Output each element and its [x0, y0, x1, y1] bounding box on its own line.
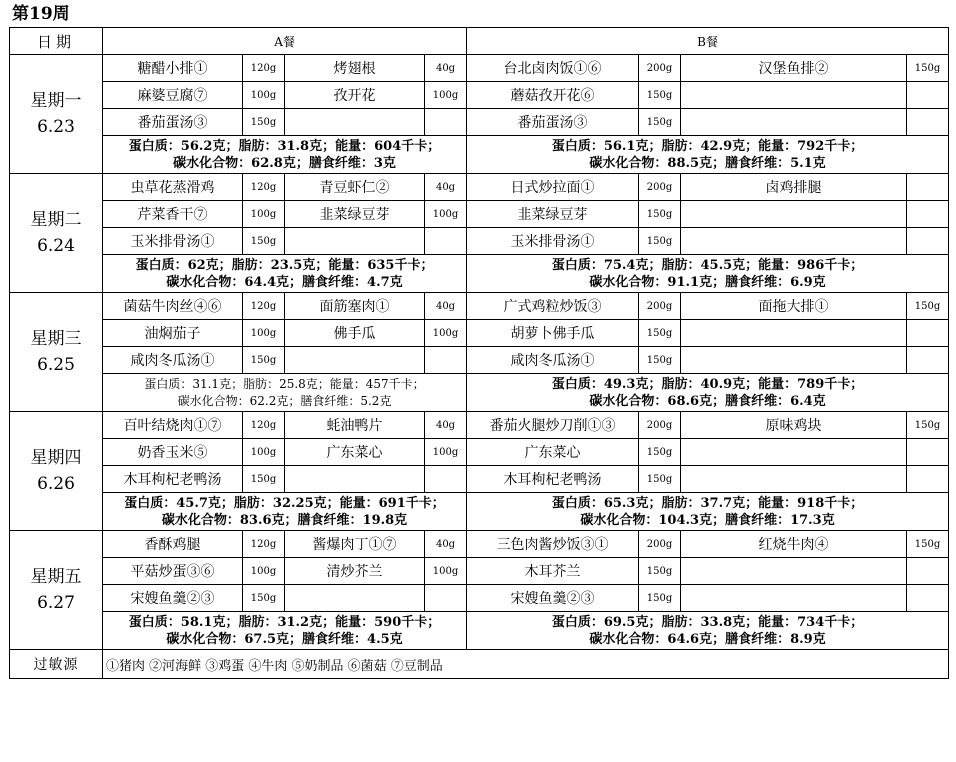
- dish-name: [681, 466, 907, 493]
- nutrition-line: 蛋白质：31.1克；脂肪：25.8克；能量：457千卡；: [144, 376, 425, 391]
- menu-item-row: [10, 293, 949, 320]
- menu-item-row: [10, 228, 949, 255]
- date-label: 6.27: [37, 593, 75, 613]
- nutrition-row: [10, 493, 949, 531]
- nutrition-b: [467, 612, 949, 650]
- dish-weight: 150g: [639, 228, 681, 255]
- dish-name: 油焖茄子: [103, 320, 243, 347]
- allergen-legend: ①猪肉 ②河海鲜 ③鸡蛋 ④牛肉 ⑤奶制品 ⑥菌菇 ⑦豆制品: [103, 650, 949, 679]
- dish-name: 咸肉冬瓜汤①: [467, 347, 639, 374]
- dish-name: [681, 439, 907, 466]
- dish-weight: 150g: [243, 109, 285, 136]
- week-title: 第19周: [12, 4, 70, 24]
- dish-name: 番茄火腿炒刀削①③: [467, 412, 639, 439]
- dish-weight: [425, 109, 467, 136]
- menu-item-row: [10, 82, 949, 109]
- dish-weight: [425, 347, 467, 374]
- dish-name: 广东菜心: [467, 439, 639, 466]
- dish-name: 木耳枸杞老鸭汤: [467, 466, 639, 493]
- menu-item-row: [10, 320, 949, 347]
- dish-name: [681, 320, 907, 347]
- dish-name: 芹菜香干⑦: [103, 201, 243, 228]
- nutrition-line: 碳水化合物：62.8克；膳食纤维：3克: [173, 155, 396, 171]
- dish-weight: 40g: [425, 412, 467, 439]
- allergen-row: [10, 650, 949, 679]
- menu-item-row: [10, 174, 949, 201]
- nutrition-line: 蛋白质：49.3克；脂肪：40.9克；能量：789千卡；: [551, 376, 864, 392]
- dish-weight: 100g: [243, 439, 285, 466]
- dish-weight: [907, 228, 949, 255]
- dish-name: [681, 82, 907, 109]
- dish-weight: 40g: [425, 174, 467, 201]
- nutrition-row: [10, 374, 949, 412]
- nutrition-a: [103, 255, 467, 293]
- dish-weight: 150g: [907, 55, 949, 82]
- dish-name: 佛手瓜: [285, 320, 425, 347]
- menu-item-row: [10, 201, 949, 228]
- nutrition-row: [10, 136, 949, 174]
- nutrition-line: 碳水化合物：88.5克；膳食纤维：5.1克: [589, 155, 826, 171]
- dish-weight: 120g: [243, 531, 285, 558]
- nutrition-line: 碳水化合物：62.2克；膳食纤维：5.2克: [177, 393, 392, 408]
- dish-weight: 150g: [639, 82, 681, 109]
- dish-name: 蘑菇孜开花⑥: [467, 82, 639, 109]
- dish-weight: 120g: [243, 55, 285, 82]
- nutrition-line: 蛋白质：69.5克；脂肪：33.8克；能量：734千卡；: [551, 614, 864, 630]
- dish-weight: 100g: [243, 320, 285, 347]
- dish-name: 咸肉冬瓜汤①: [103, 347, 243, 374]
- dish-weight: [907, 82, 949, 109]
- dish-weight: 100g: [243, 558, 285, 585]
- dish-name: [681, 201, 907, 228]
- dish-weight: 200g: [639, 412, 681, 439]
- dish-name: 台北卤肉饭①⑥: [467, 55, 639, 82]
- day-cell: [10, 412, 103, 531]
- dish-name: 番茄蛋汤③: [467, 109, 639, 136]
- dish-name: 韭菜绿豆芽: [285, 201, 425, 228]
- dish-weight: 100g: [425, 558, 467, 585]
- dish-name: 蚝油鸭片: [285, 412, 425, 439]
- dish-weight: [907, 439, 949, 466]
- dish-name: [681, 109, 907, 136]
- dish-weight: [907, 585, 949, 612]
- dish-weight: 100g: [425, 439, 467, 466]
- nutrition-row: [10, 612, 949, 650]
- dish-name: 麻婆豆腐⑦: [103, 82, 243, 109]
- dish-weight: [907, 558, 949, 585]
- nutrition-line: 碳水化合物：64.4克；膳食纤维：4.7克: [166, 274, 403, 290]
- dish-weight: [907, 109, 949, 136]
- dish-weight: 150g: [243, 228, 285, 255]
- dish-name: [285, 466, 425, 493]
- dish-name: [285, 109, 425, 136]
- nutrition-line: 碳水化合物：83.6克；膳食纤维：19.8克: [161, 512, 408, 528]
- dish-weight: 120g: [243, 174, 285, 201]
- dish-name: [285, 228, 425, 255]
- dish-name: 香酥鸡腿: [103, 531, 243, 558]
- nutrition-line: 蛋白质：58.1克；脂肪：31.2克；能量：590千卡；: [128, 614, 441, 630]
- dish-weight: [907, 201, 949, 228]
- dish-name: 玉米排骨汤①: [103, 228, 243, 255]
- nutrition-a: [103, 136, 467, 174]
- day-cell: [10, 174, 103, 293]
- dish-weight: 150g: [907, 293, 949, 320]
- menu-item-row: [10, 439, 949, 466]
- dish-weight: [907, 320, 949, 347]
- date-label: 6.24: [37, 236, 75, 256]
- date-label: 6.23: [37, 117, 75, 137]
- date-header: 日期: [10, 28, 103, 55]
- dish-name: 木耳枸杞老鸭汤: [103, 466, 243, 493]
- dish-name: 奶香玉米⑤: [103, 439, 243, 466]
- dish-name: 玉米排骨汤①: [467, 228, 639, 255]
- nutrition-line: 蛋白质：56.2克；脂肪：31.8克；能量：604千卡；: [128, 138, 441, 154]
- nutrition-row: [10, 255, 949, 293]
- dish-weight: 100g: [243, 82, 285, 109]
- dish-weight: 200g: [639, 531, 681, 558]
- dish-name: 清炒芥兰: [285, 558, 425, 585]
- nutrition-line: 蛋白质：45.7克；脂肪：32.25克；能量：691千卡；: [124, 495, 445, 511]
- dish-weight: 200g: [639, 55, 681, 82]
- day-cell: [10, 293, 103, 412]
- dish-weight: [425, 585, 467, 612]
- dish-weight: [907, 347, 949, 374]
- dish-weight: 150g: [639, 439, 681, 466]
- menu-item-row: [10, 55, 949, 82]
- nutrition-a: [103, 612, 467, 650]
- dish-name: 胡萝卜佛手瓜: [467, 320, 639, 347]
- dish-weight: 100g: [425, 201, 467, 228]
- dish-weight: 150g: [243, 347, 285, 374]
- nutrition-a: [103, 374, 467, 412]
- dish-name: 孜开花: [285, 82, 425, 109]
- dish-name: 日式炒拉面①: [467, 174, 639, 201]
- dish-weight: 150g: [639, 558, 681, 585]
- dish-weight: 150g: [639, 585, 681, 612]
- header-row: [10, 28, 949, 55]
- meal-a-header: A餐: [103, 28, 467, 55]
- dish-weight: 150g: [639, 109, 681, 136]
- dish-name: [681, 347, 907, 374]
- dish-weight: 40g: [425, 293, 467, 320]
- dish-weight: 100g: [425, 82, 467, 109]
- dish-name: 汉堡鱼排②: [681, 55, 907, 82]
- dish-weight: 150g: [639, 320, 681, 347]
- nutrition-line: 碳水化合物：104.3克；膳食纤维：17.3克: [580, 512, 835, 528]
- dish-name: 宋嫂鱼羹②③: [103, 585, 243, 612]
- dish-name: 面筋塞肉①: [285, 293, 425, 320]
- dish-name: [681, 558, 907, 585]
- date-label: 6.25: [37, 355, 75, 375]
- menu-item-row: [10, 347, 949, 374]
- dish-name: 面拖大排①: [681, 293, 907, 320]
- dish-weight: 150g: [243, 466, 285, 493]
- dish-name: [681, 228, 907, 255]
- weekday-label: 星期四: [30, 448, 82, 468]
- dish-name: 百叶结烧肉①⑦: [103, 412, 243, 439]
- menu-item-row: [10, 531, 949, 558]
- nutrition-line: 碳水化合物：91.1克；膳食纤维：6.9克: [589, 274, 826, 290]
- dish-name: 广东菜心: [285, 439, 425, 466]
- nutrition-b: [467, 136, 949, 174]
- dish-name: 虫草花蒸滑鸡: [103, 174, 243, 201]
- dish-name: [285, 585, 425, 612]
- menu-item-row: [10, 558, 949, 585]
- weekday-label: 星期一: [30, 91, 82, 111]
- dish-name: 糖醋小排①: [103, 55, 243, 82]
- meal-b-header: B餐: [467, 28, 949, 55]
- dish-name: 平菇炒蛋③⑥: [103, 558, 243, 585]
- dish-name: [285, 347, 425, 374]
- nutrition-line: 蛋白质：75.4克；脂肪：45.5克；能量：986千卡；: [551, 257, 864, 273]
- nutrition-line: 碳水化合物：68.6克；膳食纤维：6.4克: [589, 393, 826, 409]
- weekday-label: 星期三: [30, 329, 82, 349]
- dish-name: 卤鸡排腿: [681, 174, 907, 201]
- menu-item-row: [10, 109, 949, 136]
- menu-item-row: [10, 412, 949, 439]
- dish-weight: 150g: [907, 531, 949, 558]
- dish-name: 宋嫂鱼羹②③: [467, 585, 639, 612]
- nutrition-b: [467, 493, 949, 531]
- dish-weight: 100g: [425, 320, 467, 347]
- weekday-label: 星期五: [30, 567, 82, 587]
- menu-table: [9, 27, 949, 679]
- dish-name: 酱爆肉丁①⑦: [285, 531, 425, 558]
- dish-weight: [907, 174, 949, 201]
- dish-name: 原味鸡块: [681, 412, 907, 439]
- nutrition-line: 蛋白质：65.3克；脂肪：37.7克；能量：918千卡；: [551, 495, 864, 511]
- dish-name: 番茄蛋汤③: [103, 109, 243, 136]
- dish-name: 青豆虾仁②: [285, 174, 425, 201]
- dish-weight: 150g: [907, 412, 949, 439]
- nutrition-line: 碳水化合物：67.5克；膳食纤维：4.5克: [166, 631, 403, 647]
- dish-weight: 200g: [639, 293, 681, 320]
- dish-weight: 100g: [243, 201, 285, 228]
- dish-name: 韭菜绿豆芽: [467, 201, 639, 228]
- dish-weight: 150g: [639, 466, 681, 493]
- nutrition-b: [467, 374, 949, 412]
- dish-weight: 200g: [639, 174, 681, 201]
- dish-name: [681, 585, 907, 612]
- dish-name: 广式鸡粒炒饭③: [467, 293, 639, 320]
- dish-weight: 40g: [425, 55, 467, 82]
- dish-weight: [425, 466, 467, 493]
- dish-name: 木耳芥兰: [467, 558, 639, 585]
- nutrition-line: 蛋白质：62克；脂肪：23.5克；能量：635千卡；: [135, 257, 434, 273]
- day-cell: [10, 55, 103, 174]
- dish-weight: [425, 228, 467, 255]
- dish-weight: 120g: [243, 412, 285, 439]
- weekday-label: 星期二: [30, 210, 82, 230]
- allergen-label: 过敏源: [10, 650, 103, 679]
- nutrition-b: [467, 255, 949, 293]
- dish-weight: [907, 466, 949, 493]
- nutrition-line: 碳水化合物：64.6克；膳食纤维：8.9克: [589, 631, 826, 647]
- dish-name: 烤翅根: [285, 55, 425, 82]
- nutrition-a: [103, 493, 467, 531]
- dish-weight: 40g: [425, 531, 467, 558]
- nutrition-line: 蛋白质：56.1克；脂肪：42.9克；能量：792千卡；: [551, 138, 864, 154]
- date-label: 6.26: [37, 474, 75, 494]
- dish-name: 三色肉酱炒饭③①: [467, 531, 639, 558]
- dish-weight: 150g: [639, 347, 681, 374]
- dish-weight: 150g: [243, 585, 285, 612]
- menu-item-row: [10, 585, 949, 612]
- dish-name: 菌菇牛肉丝④⑥: [103, 293, 243, 320]
- day-cell: [10, 531, 103, 650]
- menu-item-row: [10, 466, 949, 493]
- dish-weight: 120g: [243, 293, 285, 320]
- dish-weight: 150g: [639, 201, 681, 228]
- dish-name: 红烧牛肉④: [681, 531, 907, 558]
